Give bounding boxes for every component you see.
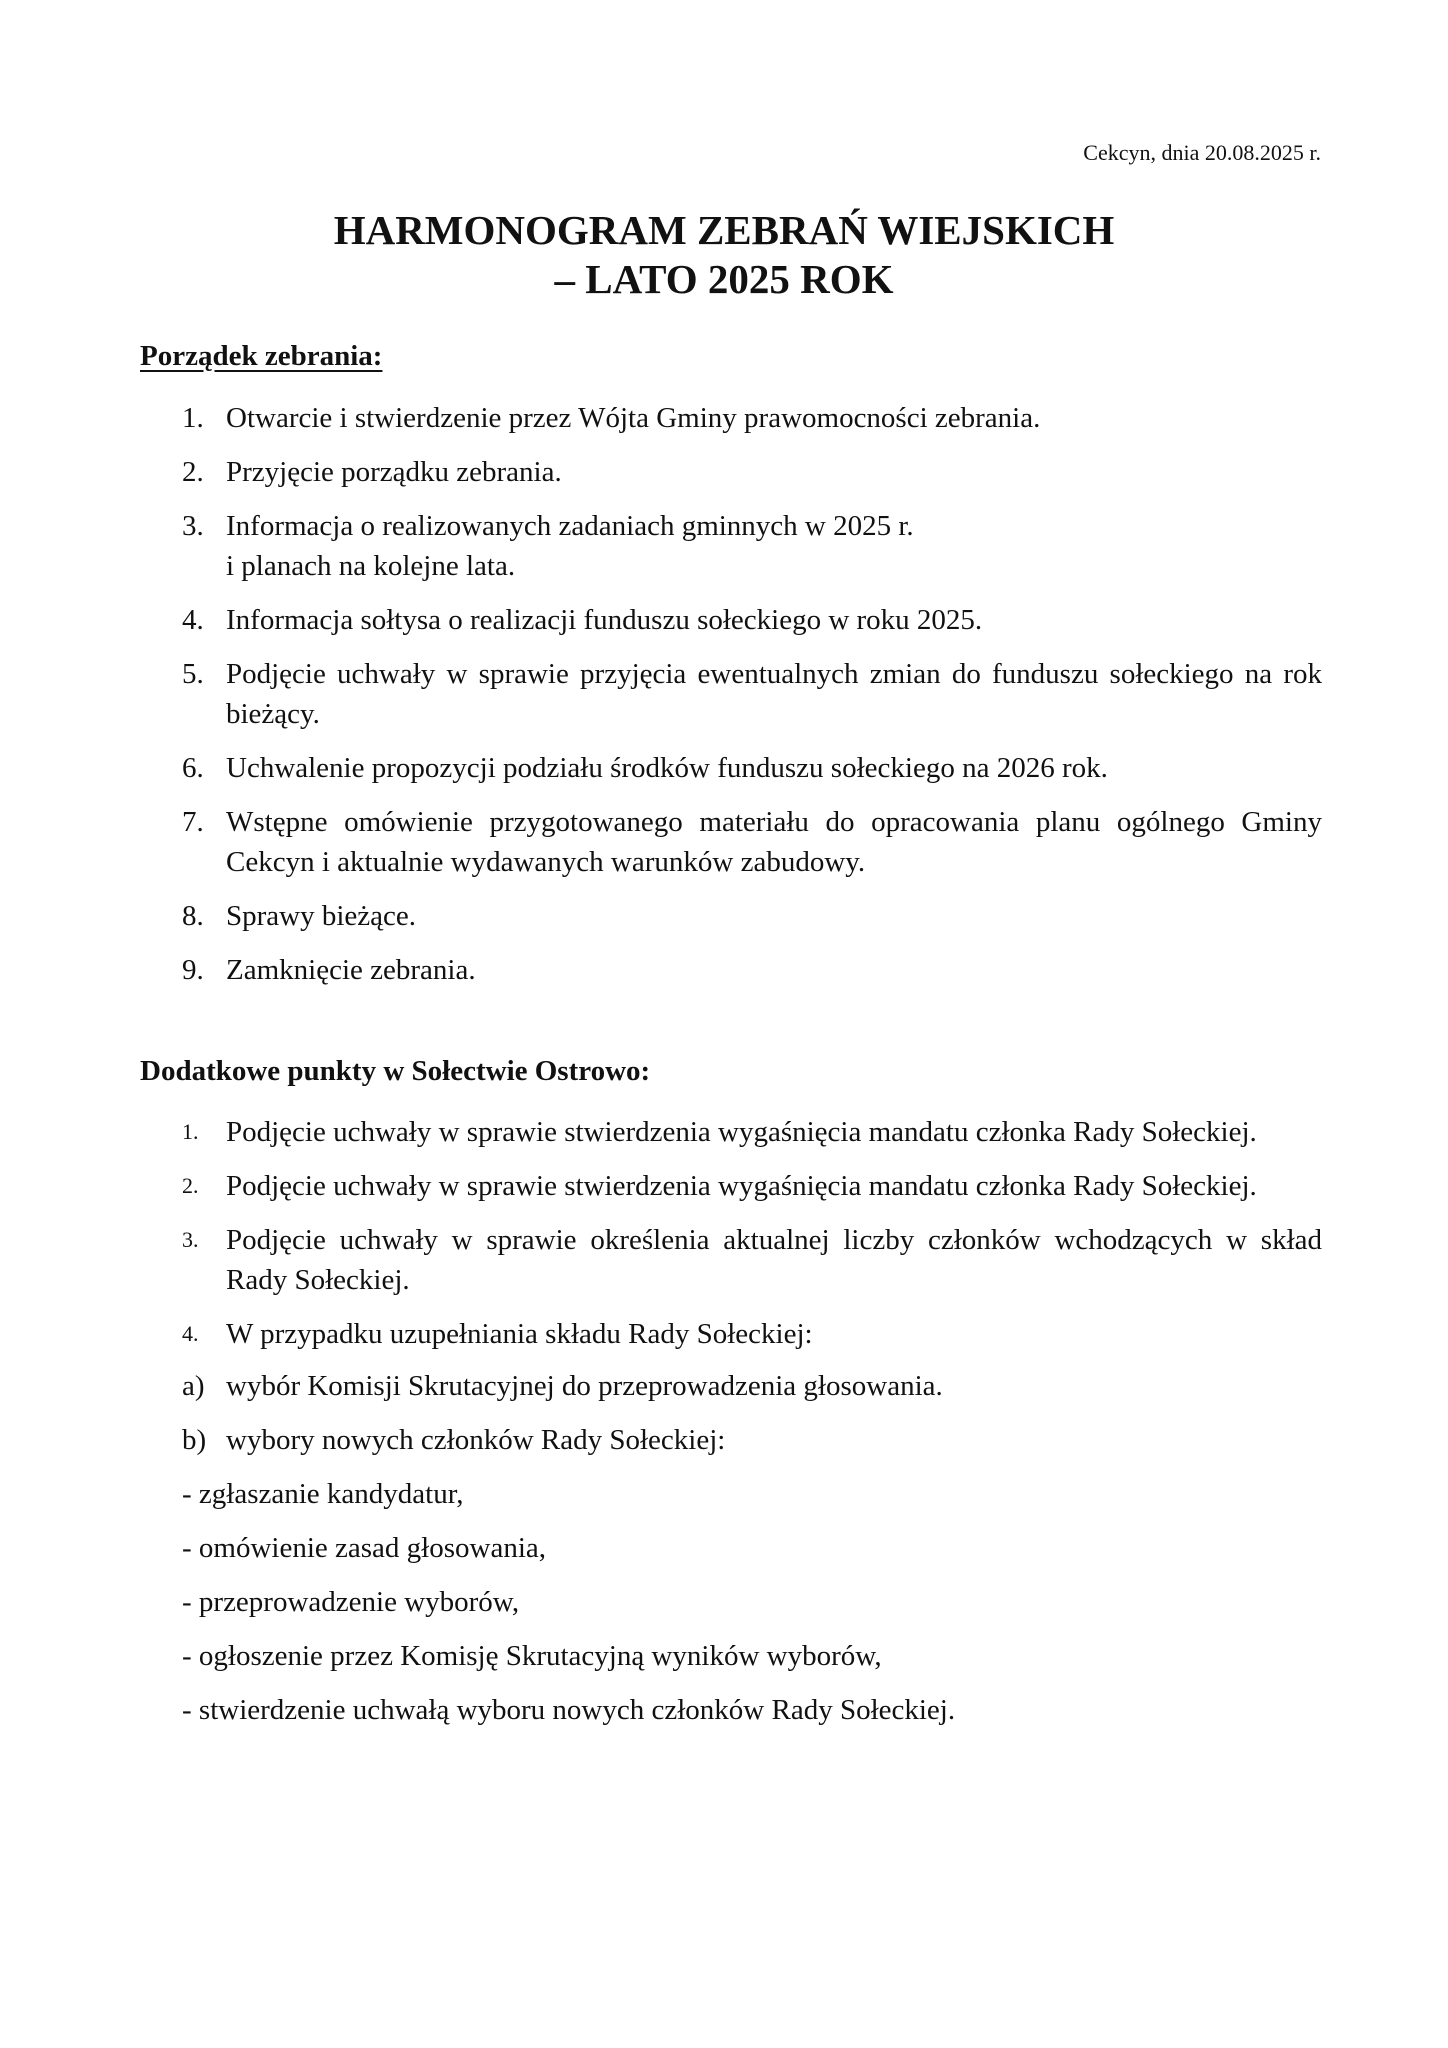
additional-item <box>182 1112 1322 1152</box>
additional-item <box>182 1166 1322 1206</box>
item-number: 6. <box>182 752 204 784</box>
sub-list <box>182 1366 1322 1730</box>
sub-item <box>182 1366 1322 1406</box>
item-text: W przypadku uzupełniania składu Rady Sołeckiej: <box>226 1318 813 1350</box>
dash-item: - przeprowadzenie wyborów, <box>182 1586 520 1618</box>
document-title <box>0 206 1448 304</box>
item-number: 1. <box>182 1119 199 1144</box>
item-number: 3. <box>182 510 204 542</box>
agenda-item <box>182 398 1322 438</box>
agenda-item <box>182 654 1322 734</box>
item-number: 2. <box>182 456 204 488</box>
item-number: 7. <box>182 806 204 838</box>
item-number: 3. <box>182 1227 199 1252</box>
item-text: Podjęcie uchwały w sprawie stwierdzenia wygaśnięcia mandatu członka Rady Sołeckiej. <box>226 1116 1257 1148</box>
item-number: 4. <box>182 1321 199 1346</box>
dash-item: - zgłaszanie kandydatur, <box>182 1478 464 1510</box>
item-number: 9. <box>182 954 204 986</box>
item-text: Otwarcie i stwierdzenie przez Wójta Gminy prawomocności zebrania. <box>226 402 1041 434</box>
dash-item: - omówienie zasad głosowania, <box>182 1532 547 1564</box>
item-text: Informacja o realizowanych zadaniach gminnych w 2025 r. <box>226 510 914 542</box>
agenda-heading: Porządek zebrania: <box>140 340 383 372</box>
item-text: Podjęcie uchwały w sprawie stwierdzenia wygaśnięcia mandatu członka Rady Sołeckiej. <box>226 1170 1257 1202</box>
agenda-item <box>182 896 1322 936</box>
title-line-2: – LATO 2025 ROK <box>554 256 894 302</box>
item-text: Zamknięcie zebrania. <box>226 954 476 986</box>
item-number: 4. <box>182 604 204 636</box>
agenda-item <box>182 802 1322 882</box>
item-number: 1. <box>182 402 204 434</box>
item-text: Podjęcie uchwały w sprawie przyjęcia ewentualnych zmian do funduszu sołeckiego na rok bieżący. <box>226 658 1322 730</box>
additional-points-heading: Dodatkowe punkty w Sołectwie Ostrowo: <box>140 1055 651 1087</box>
agenda-item <box>182 950 1322 990</box>
item-text: Przyjęcie porządku zebrania. <box>226 456 562 488</box>
title-line-1: HARMONOGRAM ZEBRAŃ WIEJSKICH <box>333 207 1115 253</box>
sub-item-letter: b) <box>182 1424 207 1456</box>
sub-item-text: wybory nowych członków Rady Sołeckiej: <box>226 1424 726 1456</box>
agenda-item <box>182 452 1322 492</box>
additional-points-list <box>182 1112 1322 1744</box>
item-number: 8. <box>182 900 204 932</box>
item-text: Podjęcie uchwały w sprawie określenia aktualnej liczby członków wchodzących w skład Rady Sołeckiej. <box>226 1224 1322 1296</box>
sub-item-letter: a) <box>182 1370 205 1402</box>
additional-item <box>182 1314 1322 1730</box>
sub-item <box>182 1420 1322 1460</box>
item-text-continued: i planach na kolejne lata. <box>226 550 516 582</box>
dash-item: - ogłoszenie przez Komisję Skrutacyjną wyników wyborów, <box>182 1640 882 1672</box>
item-text: Sprawy bieżące. <box>226 900 417 932</box>
item-text: Wstępne omówienie przygotowanego materiału do opracowania planu ogólnego Gminy Cekcyn i aktualnie wydawanych warunków zabudowy. <box>226 806 1322 878</box>
item-number: 5. <box>182 658 204 690</box>
item-number: 2. <box>182 1173 199 1198</box>
additional-item <box>182 1220 1322 1300</box>
dash-item: - stwierdzenie uchwałą wyboru nowych członków Rady Sołeckiej. <box>182 1694 956 1726</box>
item-text: Informacja sołtysa o realizacji funduszu sołeckiego w roku 2025. <box>226 604 983 636</box>
agenda-item <box>182 506 1322 586</box>
sub-item-text: wybór Komisji Skrutacyjnej do przeprowadzenia głosowania. <box>226 1370 943 1402</box>
item-text: Uchwalenie propozycji podziału środków funduszu sołeckiego na 2026 rok. <box>226 752 1108 784</box>
document-date: Cekcyn, dnia 20.08.2025 r. <box>1083 140 1321 165</box>
agenda-list <box>182 398 1322 1004</box>
agenda-item <box>182 600 1322 640</box>
agenda-item <box>182 748 1322 788</box>
